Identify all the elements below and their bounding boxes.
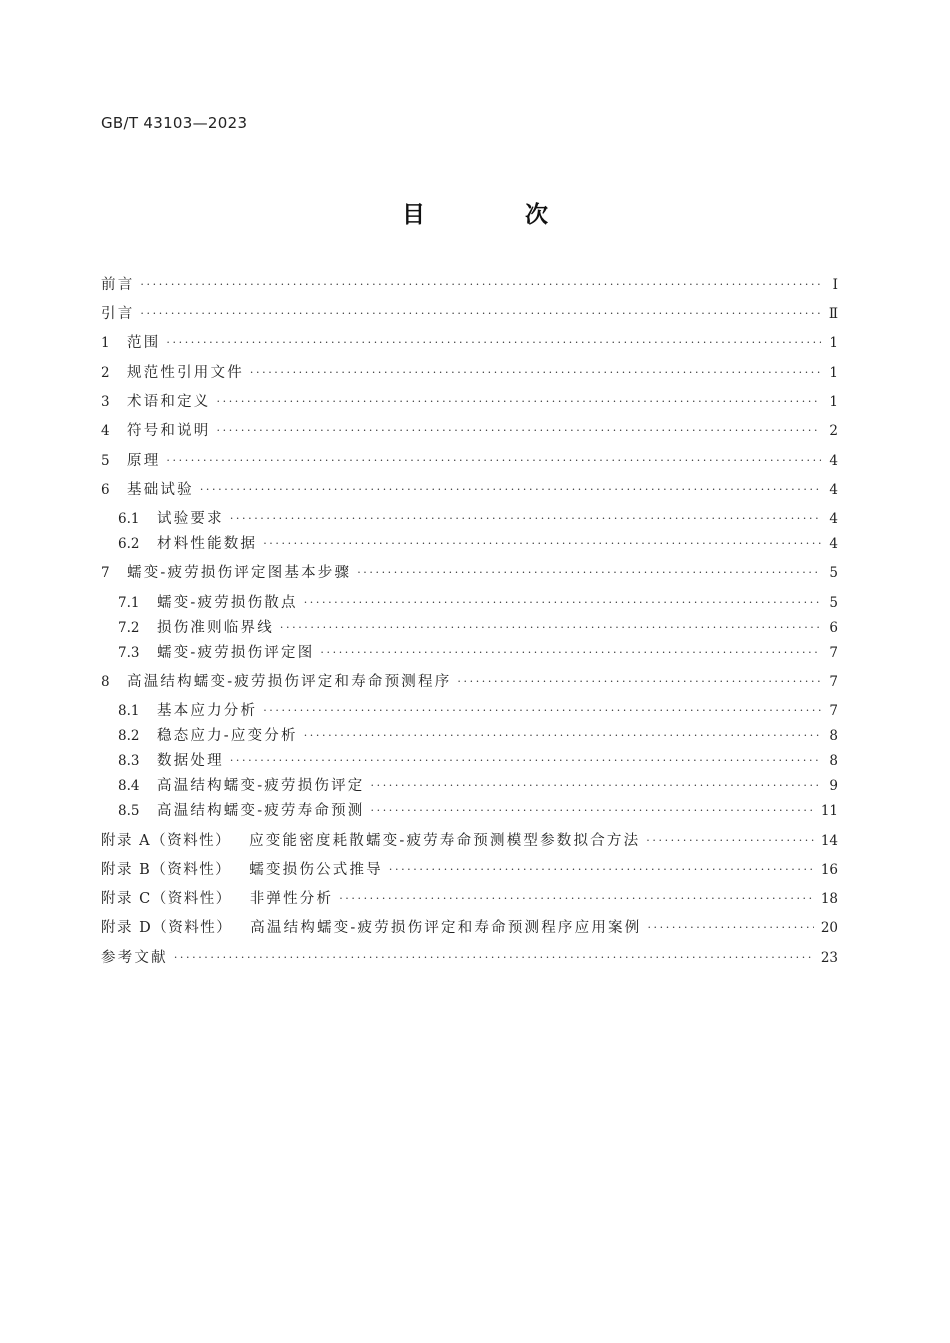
toc-entry-page: 1 [829, 335, 838, 351]
toc-entry-page: 8 [829, 728, 838, 744]
toc-entry[interactable] [118, 700, 838, 722]
toc-entry-number: 4 [101, 423, 110, 439]
toc-entry-label: 引言 [101, 306, 135, 322]
toc-entry-number: 7.1 [118, 595, 140, 611]
toc-leader-dots [320, 642, 821, 664]
toc-leader-dots [263, 533, 821, 555]
toc-entry[interactable] [101, 671, 838, 693]
toc-entry[interactable] [118, 533, 838, 555]
toc-entry-page: 1 [829, 365, 838, 381]
toc-entry-page: 16 [820, 862, 838, 878]
toc-entry[interactable] [101, 362, 838, 384]
toc-entry-label: 高温结构蠕变-疲劳损伤评定和寿命预测程序应用案例 [250, 920, 642, 936]
toc-leader-dots [200, 479, 821, 501]
toc-entry-number: 8.5 [118, 803, 140, 819]
toc-entry-page: 4 [829, 453, 838, 469]
toc-entry-page: 4 [829, 536, 838, 552]
toc-entry-page: 1 [829, 394, 838, 410]
toc-entry-page: 7 [829, 674, 838, 690]
toc-entry-number: 6 [101, 482, 110, 498]
toc-entry-page: 8 [829, 753, 838, 769]
toc-leader-dots [174, 947, 814, 969]
toc-entry-label: 材料性能数据 [157, 536, 258, 552]
toc-entry-page: 6 [829, 620, 838, 636]
toc-appendix-prefix: 附录 A（资料性） [101, 833, 232, 849]
toc-entry-page: 11 [820, 803, 838, 819]
toc-entry[interactable] [101, 562, 838, 584]
toc-entry[interactable] [101, 917, 838, 939]
toc-entry-label: 参考文献 [101, 950, 168, 966]
toc-entry-label: 蠕变损伤公式推导 [249, 862, 383, 878]
toc-leader-dots [371, 800, 814, 822]
toc-entry-page: 9 [829, 778, 838, 794]
toc-entry[interactable] [118, 775, 838, 797]
toc-entry-label: 高温结构蠕变-疲劳寿命预测 [157, 803, 365, 819]
toc-entry-number: 5 [101, 453, 110, 469]
toc-entry-number: 8.1 [118, 703, 140, 719]
toc-entry[interactable] [101, 479, 838, 501]
toc-entry[interactable] [101, 947, 838, 969]
toc-entry[interactable] [101, 391, 838, 413]
toc-leader-dots [140, 274, 821, 296]
toc-entry-page: 14 [820, 833, 838, 849]
toc-entry-label: 损伤准则临界线 [157, 620, 274, 636]
toc-entry-number: 6.2 [118, 536, 140, 552]
standard-code: GB/T 43103—2023 [101, 114, 248, 132]
toc-entry[interactable] [118, 617, 838, 639]
toc-leader-dots [339, 888, 814, 910]
toc-entry-page: 7 [829, 645, 838, 661]
toc-leader-dots [304, 592, 821, 614]
toc-entry-page: 18 [820, 891, 838, 907]
toc-entry-label: 高温结构蠕变-疲劳损伤评定 [157, 778, 365, 794]
toc-entry-label: 规范性引用文件 [127, 365, 244, 381]
toc-entry-number: 1 [101, 335, 110, 351]
toc-entry-page: Ⅱ [828, 306, 838, 322]
toc-leader-dots [389, 859, 814, 881]
toc-entry[interactable] [101, 332, 838, 354]
toc-entry-page: 2 [829, 423, 838, 439]
toc-entry-page: 20 [820, 920, 838, 936]
toc-entry-label: 蠕变-疲劳损伤评定图基本步骤 [127, 565, 352, 581]
toc-entry-label: 符号和说明 [127, 423, 211, 439]
toc-entry-number: 8.4 [118, 778, 140, 794]
toc-leader-dots [371, 775, 822, 797]
toc-leader-dots [357, 562, 821, 584]
toc-entry-number: 7.2 [118, 620, 140, 636]
toc-entry[interactable] [118, 592, 838, 614]
toc-entry-number: 3 [101, 394, 110, 410]
toc-entry-page: Ⅰ [832, 277, 838, 293]
toc-appendix-prefix: 附录 C（资料性） [101, 891, 232, 907]
toc-entry-number: 6.1 [118, 511, 140, 527]
toc-leader-dots [280, 617, 821, 639]
toc-entry-label: 试验要求 [157, 511, 224, 527]
toc-leader-dots [304, 725, 821, 747]
toc-entry-number: 7.3 [118, 645, 140, 661]
toc-entry[interactable] [101, 888, 838, 910]
toc-entry-label: 蠕变-疲劳损伤散点 [157, 595, 298, 611]
toc-entry-label: 稳态应力-应变分析 [157, 728, 298, 744]
toc-entry[interactable] [118, 750, 838, 772]
toc-entry-label: 原理 [127, 453, 161, 469]
toc-leader-dots [166, 450, 821, 472]
toc-entry-page: 5 [829, 595, 838, 611]
toc-entry[interactable] [101, 859, 838, 881]
toc-entry[interactable] [101, 450, 838, 472]
toc-leader-dots [250, 362, 821, 384]
toc-entry[interactable] [101, 830, 838, 852]
toc-entry-number: 8.3 [118, 753, 140, 769]
toc-entry-page: 4 [829, 482, 838, 498]
toc-entry-label: 高温结构蠕变-疲劳损伤评定和寿命预测程序 [127, 674, 452, 690]
toc-entry-label: 数据处理 [157, 753, 224, 769]
toc-entry-label: 应变能密度耗散蠕变-疲劳寿命预测模型参数拟合方法 [249, 833, 641, 849]
toc-entry-number: 7 [101, 565, 110, 581]
toc-entry-page: 23 [820, 950, 838, 966]
page-title: 目 次 [401, 202, 594, 228]
toc-entry-number: 2 [101, 365, 110, 381]
toc-leader-dots [217, 391, 822, 413]
toc-entry[interactable] [101, 420, 838, 442]
toc-entry[interactable] [101, 303, 838, 325]
toc-entry[interactable] [118, 508, 838, 530]
toc-entry-label: 非弹性分析 [249, 891, 334, 907]
toc-leader-dots [647, 917, 813, 939]
toc-entry-page: 5 [829, 565, 838, 581]
toc-entry-label: 蠕变-疲劳损伤评定图 [157, 645, 315, 661]
toc-entry[interactable] [118, 642, 838, 664]
toc-leader-dots [230, 508, 821, 530]
toc-appendix-prefix: 附录 D（资料性） [101, 920, 233, 936]
toc-leader-dots [263, 700, 821, 722]
toc-leader-dots [646, 830, 814, 852]
toc-entry-label: 前言 [101, 277, 135, 293]
toc-entry[interactable] [118, 725, 838, 747]
toc-entry[interactable] [118, 800, 838, 822]
toc-leader-dots [217, 420, 822, 442]
toc-entry-page: 4 [829, 511, 838, 527]
toc-entry-label: 范围 [127, 335, 161, 351]
toc-appendix-prefix: 附录 B（资料性） [101, 862, 232, 878]
toc-leader-dots [457, 671, 821, 693]
toc-entry[interactable] [101, 274, 838, 296]
toc-leader-dots [166, 332, 821, 354]
toc-entry-label: 基本应力分析 [157, 703, 258, 719]
toc-leader-dots [140, 303, 821, 325]
toc-entry-number: 8.2 [118, 728, 140, 744]
toc-entry-label: 基础试验 [127, 482, 194, 498]
toc-entry-page: 7 [829, 703, 838, 719]
toc-entry-label: 术语和定义 [127, 394, 211, 410]
toc-leader-dots [230, 750, 821, 772]
toc-entry-number: 8 [101, 674, 110, 690]
